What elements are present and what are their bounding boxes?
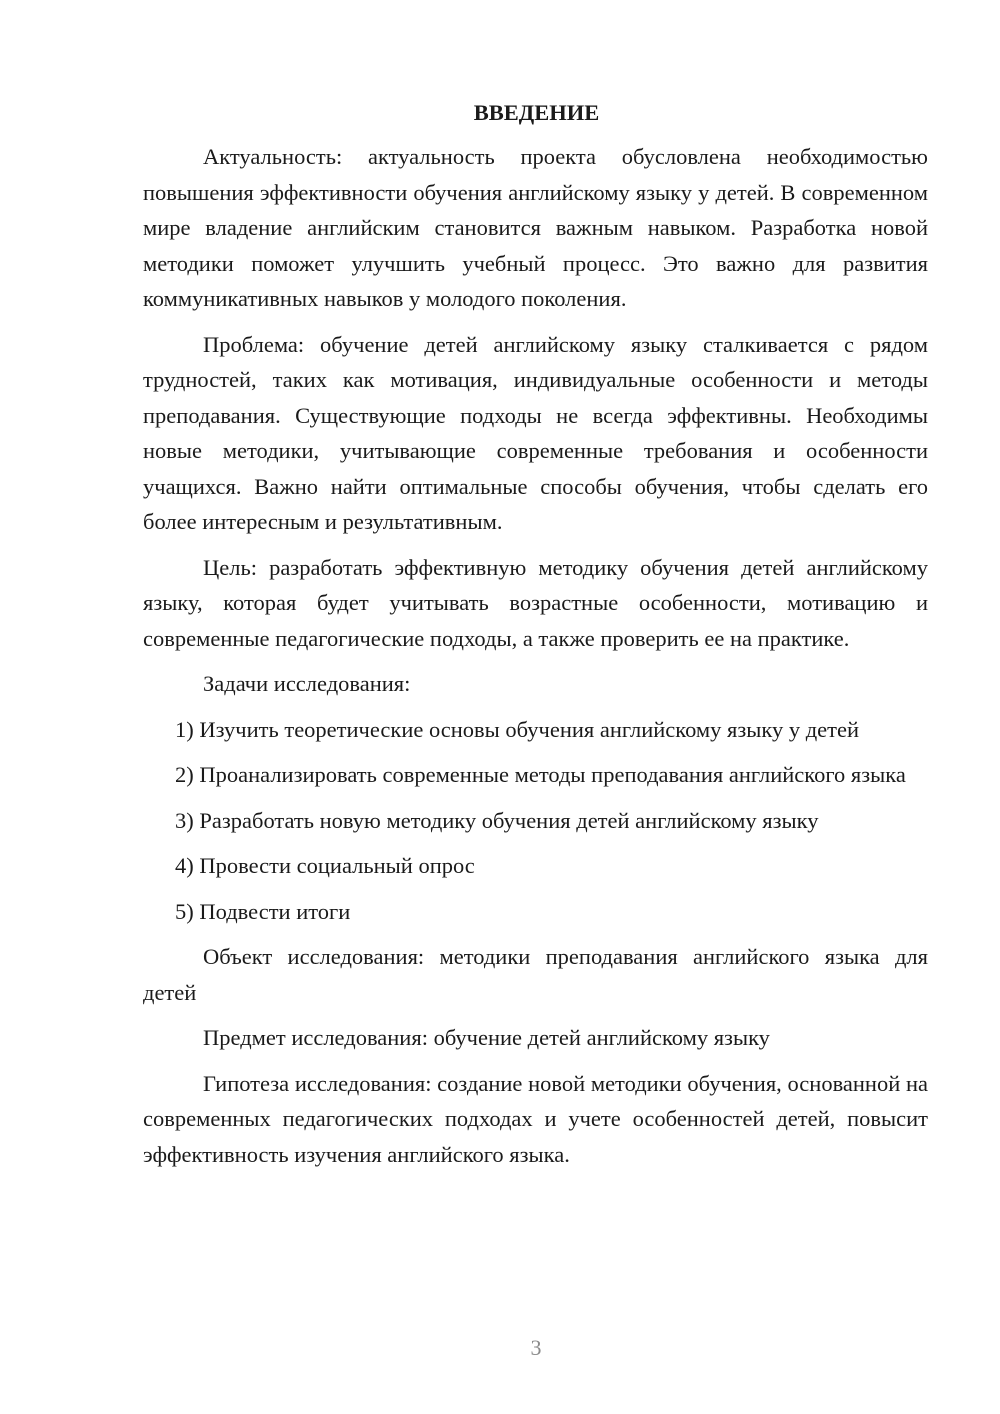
paragraph-goal: Цель: разработать эффективную методику обучения детей английскому языку, которая будет учитывать возрастные особенности, мотивацию и современные педагогические подходы, а также проверить ее на практике. [143, 554, 928, 651]
section-title: ВВЕДЕНИЕ [473, 100, 600, 125]
task-item-5: 5) Подвести итоги [175, 898, 351, 924]
task-item-1: 1) Изучить теоретические основы обучения английскому языку у детей [175, 716, 860, 742]
paragraph-subject: Предмет исследования: обучение детей английскому языку [203, 1025, 770, 1050]
paragraph-object: Объект исследования: методики преподавания английского языка для детей [143, 944, 928, 1005]
task-item-2: 2) Проанализировать современные методы преподавания английского языка [175, 762, 906, 787]
page-number: 3 [530, 1335, 542, 1360]
paragraph-hypothesis: Гипотеза исследования: создание новой методики обучения, основанной на современных педагогических подходах и учете особенностей детей, повысит эффективность изучения английского языка. [143, 1070, 928, 1167]
task-item-3: 3) Разработать новую методику обучения детей английскому языку [175, 807, 819, 833]
page-content [143, 95, 928, 1182]
paragraph-problem: Проблема: обучение детей английскому языку сталкивается с рядом трудностей, таких как мотивация, индивидуальные особенности и методы преподавания. Существующие подходы не всегда эффективны. Необходимы новые методики, учитывающие современные требования и особенности учащихся. Важно найти оптимальные способы обучения, чтобы сделать его более интересным и результативным. [143, 331, 928, 534]
tasks-list [143, 712, 928, 930]
tasks-heading: Задачи исследования: [203, 671, 411, 696]
paragraph-relevance: Актуальность: актуальность проекта обусловлена необходимостью повышения эффективности обучения английскому языку у детей. В современном мире владение английским становится важным навыком. Разработка новой методики поможет улучшить учебный процесс. Это важно для развития коммуникативных навыков у молодого поколения. [143, 144, 928, 311]
task-item-4: 4) Провести социальный опрос [175, 853, 475, 878]
